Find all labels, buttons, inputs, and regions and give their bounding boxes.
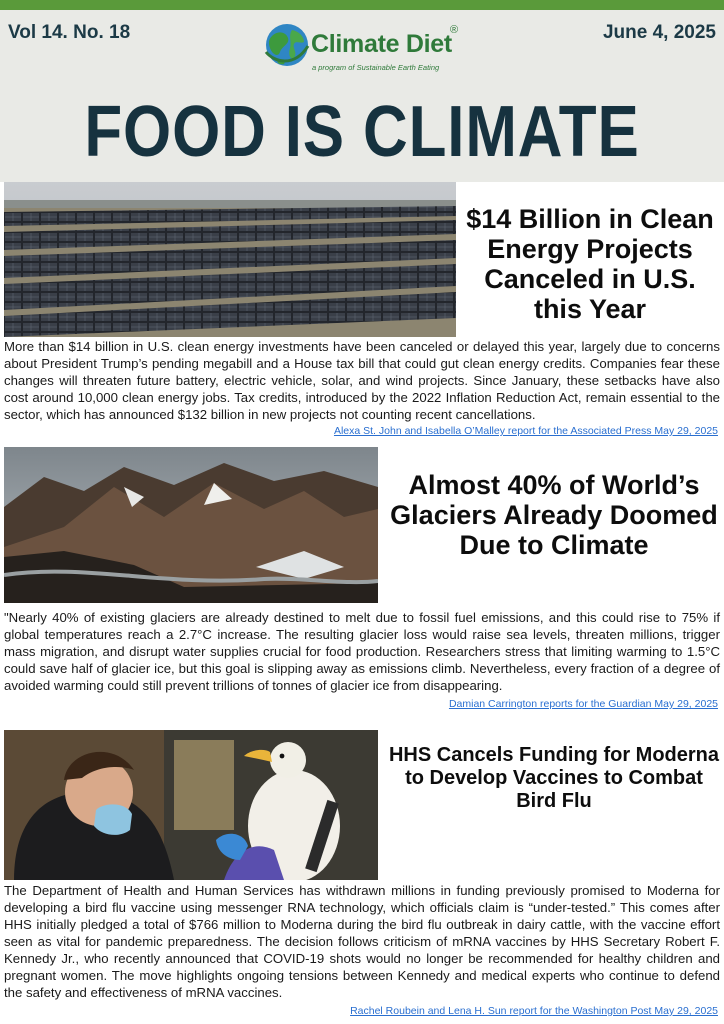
registered-mark: ® [450, 24, 459, 36]
top-accent-bar [0, 0, 724, 10]
article-3-credit-link[interactable]: Rachel Roubein and Lena H. Sun report for the Washington Post May 29, 2025 [350, 1005, 718, 1017]
article-2-credit-link[interactable]: Damian Carrington reports for the Guardian May 29, 2025 [448, 698, 718, 710]
climate-diet-logo [264, 20, 464, 82]
article-2-headline: Almost 40% of World’s Glaciers Already Doomed Due to Climate [390, 470, 718, 560]
article-3-headline: HHS Cancels Funding for Moderna to Develop Vaccines to Combat Bird Flu [388, 744, 720, 812]
issue-date: June 4, 2025 [602, 22, 716, 43]
article-1-credit-link[interactable]: Alexa St. John and Isabella O’Malley report for the Associated Press May 29, 2025 [333, 425, 718, 437]
article-1-body: More than $14 billion in U.S. clean energy investments have been canceled or delayed this year, largely due to concerns about President Trump’s pending megabill and a House tax bill that could gut clean energy credits. Companies fear these changes will threaten future battery, electric vehicle, solar, and wind projects. Since January, these setbacks have also cost around 10,000 clean energy jobs. Tax credits, introduced by the 2022 Inflation Reduction Act, remain essential to the sector, which has announced $132 billion in new projects not counting recent cancellations. [4, 339, 720, 422]
volume-number: Vol 14. No. 18 [8, 22, 131, 43]
solar-panel-field-photo [4, 182, 456, 337]
logo-name: Climate Diet [311, 30, 452, 58]
vulture-vaccination-photo [4, 730, 378, 880]
newsletter-header [0, 10, 724, 182]
article-1-headline: $14 Billion in Clean Energy Projects Canceled in U.S. this Year [466, 204, 714, 324]
mountain-glacier-photo [4, 447, 378, 603]
logo-tagline: a program of Sustainable Earth Eating [312, 63, 440, 72]
masthead-title: FOOD IS CLIMATE [84, 92, 640, 172]
globe-icon [264, 22, 310, 68]
article-3-body: The Department of Health and Human Services has withdrawn millions in funding previously promised to Moderna for developing a bird flu vaccine using messenger RNA technology, which officials claim is “under-tested.” This comes after HHS initially pledged a total of $766 million to Moderna during the bird flu outbreak in dairy cattle, with the vaccine effort seen as vital for pandemic preparedness. The decision follows criticism of mRNA vaccines by HHS Secretary Robert F. Kennedy Jr., who recently announced that COVID-19 shots would no longer be recommended for healthy children and pregnant women. The move highlights ongoing tensions between Kennedy and medical experts who continue to defend the safety and effectiveness of mRNA vaccines. [4, 883, 720, 1000]
article-2-body: "Nearly 40% of existing glaciers are already destined to melt due to fossil fuel emissions, and this could rise to 75% if global temperatures reach a 2.7°C increase. The resulting glacier loss would raise sea levels, threaten millions, trigger mass migration, and disrupt water supplies crucial for food production. Researchers stress that limiting warming to 1.5°C could save half of glacier ice, but this goal is slipping away as emissions climb. Nevertheless, every fraction of a degree of avoided warming could still prevent trillions of tonnes of glacier ice from disappearing. [4, 610, 720, 693]
